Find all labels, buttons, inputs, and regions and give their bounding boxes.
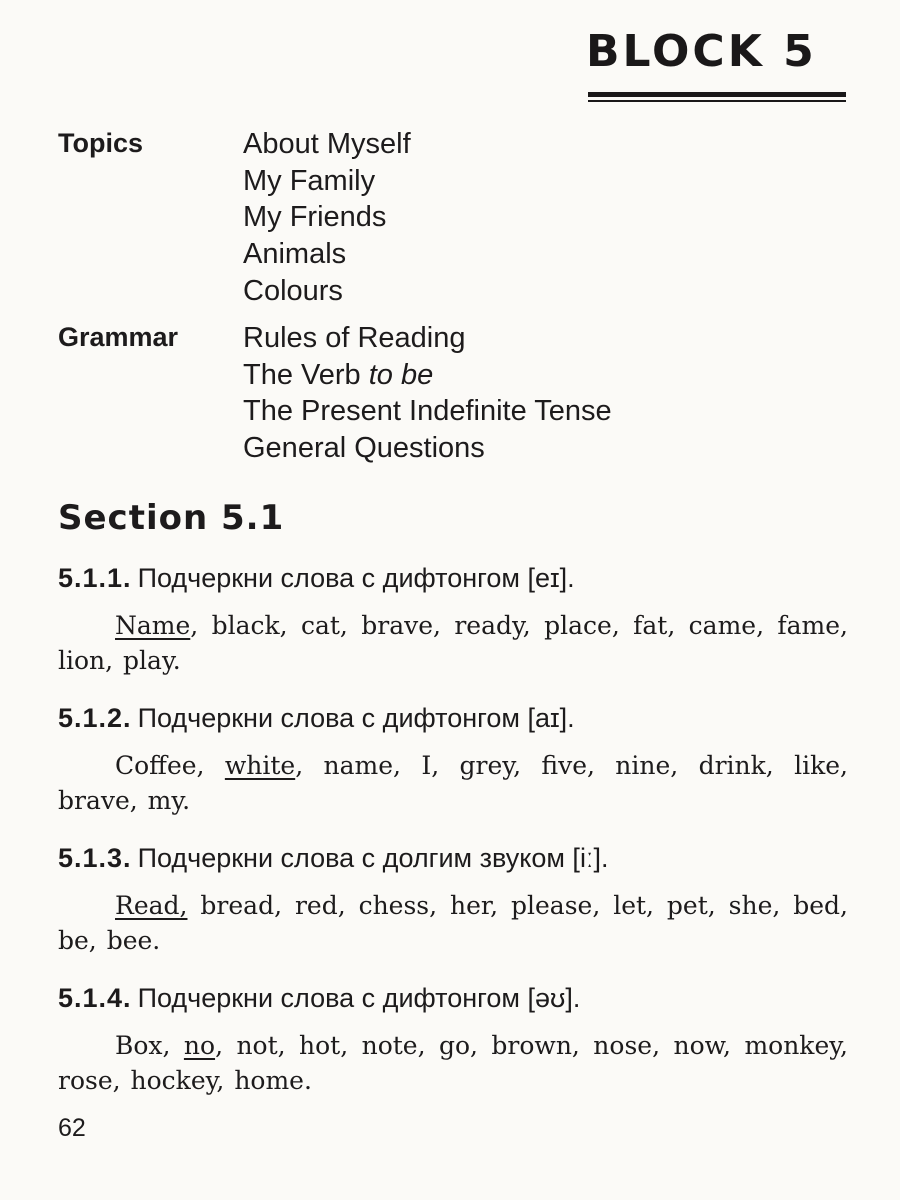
grammar-item-text: The Verb <box>243 358 369 391</box>
exercise-text: , black, cat, brave, ready, place, fat, came, fame, lion, play. <box>58 611 848 675</box>
topics-label: Topics <box>58 128 144 158</box>
title-rule-thick <box>588 92 846 97</box>
grammar-item-italic: to be <box>368 358 434 391</box>
block-title: BLOCK 5 <box>586 26 817 77</box>
grammar-item: The Present Indefinite Tense <box>243 395 612 428</box>
exercise-text: Coffee, <box>115 751 225 780</box>
exercise-instruction: Подчеркни слова с дифтонгом [əʊ]. <box>137 983 581 1013</box>
topic-item: Animals <box>243 238 347 271</box>
exercise-text: , name, I, grey, five, nine, drink, like, brave, my. <box>58 751 848 815</box>
topic-item: About Myself <box>243 128 411 160</box>
grammar-item <box>243 357 612 394</box>
exercise-number: 5.1.4. <box>58 983 132 1013</box>
topic-item: Colours <box>243 274 343 307</box>
exercise-number: 5.1.1. <box>58 563 132 593</box>
section-title: Section 5.1 <box>58 498 285 538</box>
exercise-instruction: Подчеркни слова с долгим звуком [iː]. <box>137 843 609 873</box>
exercise-text: Box, <box>115 1031 184 1060</box>
exercise-5-1-3 <box>58 843 848 958</box>
exercise-instruction: Подчеркни слова с дифтонгом [aɪ]. <box>137 703 575 733</box>
exercise-5-1-2 <box>58 703 848 818</box>
exercise-text: , not, hot, note, go, brown, nose, now, monkey, rose, hockey, home. <box>58 1031 848 1095</box>
underlined-word: no <box>183 1031 216 1060</box>
exercise-text: bread, red, chess, her, please, let, pet, she, bed, be, bee. <box>58 891 848 955</box>
topics-list <box>243 126 411 310</box>
grammar-item: General Questions <box>243 432 485 465</box>
page-number: 62 <box>58 1114 86 1142</box>
grammar-item: Rules of Reading <box>243 322 466 354</box>
topic-item: My Friends <box>243 201 387 234</box>
exercise-5-1-4 <box>58 983 848 1098</box>
grammar-label: Grammar <box>58 322 179 352</box>
exercise-instruction: Подчеркни слова с дифтонгом [eɪ]. <box>137 563 575 593</box>
grammar-list <box>243 320 612 467</box>
underlined-word: white <box>224 751 296 780</box>
title-rule-thin <box>588 100 846 102</box>
exercise-number: 5.1.2. <box>58 703 132 733</box>
exercise-5-1-1 <box>58 563 848 678</box>
exercise-number: 5.1.3. <box>58 843 132 873</box>
underlined-word: Name <box>115 611 191 640</box>
underlined-word: Read, <box>115 891 188 920</box>
topic-item: My Family <box>243 164 376 197</box>
